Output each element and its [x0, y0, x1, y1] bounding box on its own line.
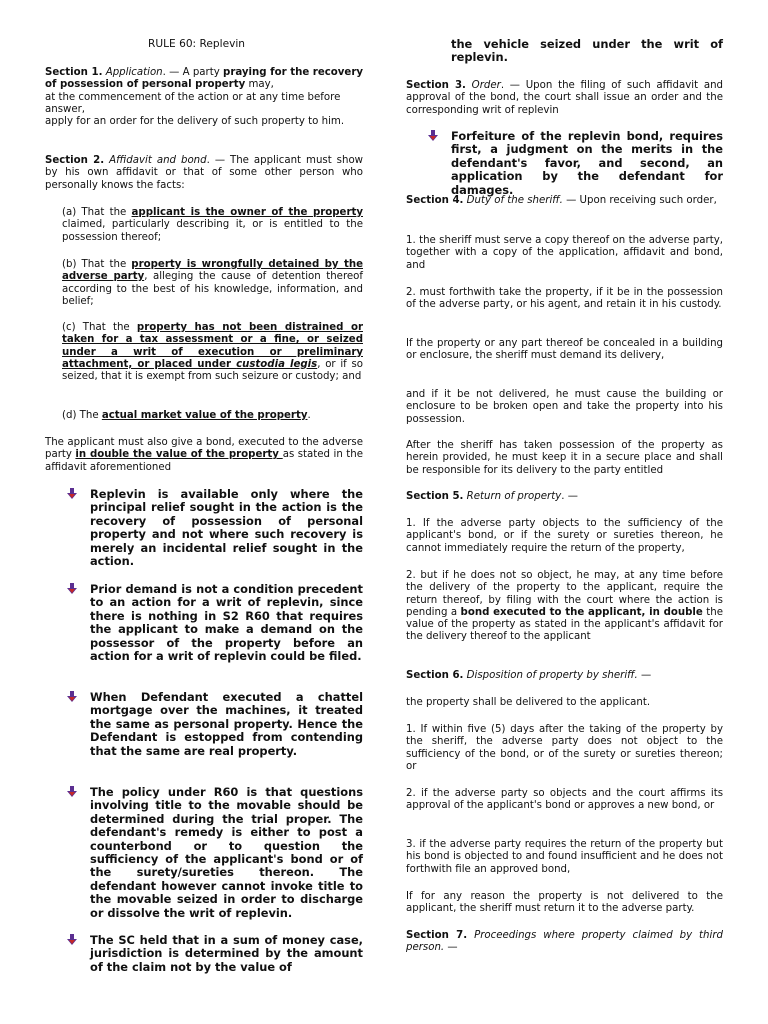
section-1-bold: praying for the recovery of possession of personal property [45, 67, 363, 91]
item-d-post: . [307, 410, 311, 421]
arrow-bullet-icon [428, 130, 439, 142]
item-d-underlined: actual market value of the property [101, 410, 308, 421]
section-4-name: Duty of the sheriff. [466, 195, 563, 206]
section-4-item-1: 1. the sheriff must serve a copy thereof on the adverse party, together with a copy of the application, affidavit and bond, and [406, 235, 723, 271]
section-6-not-delivered: If for any reason the property is not delivered to the applicant, the sheriff must return it to the adverse party. [406, 891, 723, 915]
section-6-item-2: 2. if the adverse party so objects and the court affirms its approval of the applicant's bond or approves a new bond, or [406, 788, 723, 812]
section-5-item-2 [406, 570, 723, 644]
item-a-pre: (a) That the [62, 207, 132, 218]
item-a-underlined: applicant is the owner of the property [131, 207, 363, 218]
section-5 [406, 491, 723, 503]
item-c-italic: custodia legis [236, 358, 318, 370]
section-1 [45, 67, 363, 128]
section-4-concealed: If the property or any part thereof be concealed in a building or enclosure, the sheriff must demand its delivery, [406, 338, 723, 362]
section-5-heading: Section 5. [406, 491, 464, 502]
item-b-post: , alleging the cause of detention thereof according to the best of his knowledge, information, and belief; [62, 271, 364, 307]
bullet-text: Forfeiture of the replevin bond, requires first, a judgment on the merits in the defendant's favor, and second, an application by the defendant for damages. [451, 129, 723, 197]
section-7-text: — [444, 942, 458, 954]
item-a-post: claimed, particularly describing it, or is entitled to the possession thereof; [62, 219, 363, 243]
bullet-forfeiture [406, 130, 723, 197]
item-b [62, 259, 363, 308]
item-b-pre: (b) That the [62, 259, 132, 270]
arrow-bullet-icon [67, 583, 78, 595]
section-2-name: Affidavit and bond [109, 155, 207, 166]
section-4-item-2: 2. must forthwith take the property, if it be in the possession of the adverse party, or his agent, and retain it in his custody. [406, 287, 723, 311]
section-6-name: Disposition of property by sheriff. [466, 670, 638, 681]
section-4-after: After the sheriff has taken possession of the property as herein provided, he must keep it in a secure place and shall be responsible for its delivery to the party entitled [406, 440, 723, 476]
section-6 [406, 670, 723, 682]
section-3-name: Order [471, 80, 501, 91]
section-6-item-1: 1. If within five (5) days after the taking of the property by the sheriff, the adverse party does not object to the sufficiency of the bond, or of the surety or sureties thereon; or [406, 724, 723, 772]
bullet-text: The policy under R60 is that questions involving title to the movable should be determined during the trial proper. The defendant's remedy is either to post a counterbond or to question the sufficiency of the applicant's bond or of the surety/sureties thereon. The defendant however cannot invoke title to the movable seized in order to discharge or dissolve the writ of replevin. [90, 785, 363, 920]
bullet-text: Prior demand is not a condition precedent to an action for a writ of replevin, since there is nothing in S2 R60 that requires the applicant to make a demand on the possessor of the property before an action for a writ of replevin could be filed. [90, 582, 363, 664]
section-6-text: — [637, 670, 652, 681]
section-2-text: . — The applicant must show by his own affidavit or that of some other person who personally knows the facts: [45, 155, 364, 191]
section-3-text: . — Upon the filing of such affidavit and approval of the bond, the court shall issue an order and the corresponding writ of replevin [406, 80, 723, 116]
section-5-name: Return of property [466, 491, 562, 502]
section-4-heading: Section 4. [406, 195, 464, 206]
section-6-heading: Section 6. [406, 670, 464, 681]
item-a [62, 207, 363, 244]
bond-underlined: in double the value of the property [75, 449, 283, 461]
bullet-text: When Defendant executed a chattel mortgage over the machines, it treated the same as personal property. Hence the Defendant is estopped from contending that the same are real property. [90, 690, 363, 758]
section-7-heading: Section 7. [406, 930, 468, 941]
section-1-text-2: may, [245, 79, 274, 91]
bullet-chattel-mortgage [45, 691, 363, 758]
section-5-item-2-bold: bond executed to the applicant, in double [460, 606, 703, 618]
section-6-intro: the property shall be delivered to the applicant. [406, 697, 651, 708]
arrow-bullet-icon [67, 786, 78, 798]
arrow-bullet-icon [67, 934, 78, 946]
item-c-post: , or if so seized, that it is exempt from such seizure or custody; and [62, 358, 364, 383]
section-1-heading: Section 1. [45, 67, 103, 78]
item-d-pre: (d) The [62, 410, 102, 421]
bond-pre: The applicant must also give a bond, executed to the adverse party [45, 437, 363, 461]
section-4 [406, 195, 723, 207]
item-c-pre: (c) That the [62, 322, 137, 333]
section-7-name: Proceedings where property claimed by third person. [406, 930, 723, 954]
section-7 [406, 930, 723, 955]
arrow-bullet-icon [67, 488, 78, 500]
bullet-policy-r60 [45, 786, 363, 920]
bond-paragraph [45, 437, 363, 474]
bullet-continued [406, 38, 723, 65]
bullet-text: Replevin is available only where the principal relief sought in the action is the recovery of possession of personal property and not where such recovery is merely an incidental relief sought in the action. [90, 487, 363, 569]
section-5-item-1: 1. If the adverse party objects to the sufficiency of the applicant's bond, or if the surety or sureties thereon, he cannot immediately require the return of the property, [406, 518, 723, 554]
bullet-text: the vehicle seized under the writ of replevin. [451, 37, 723, 65]
section-6-item-3: 3. if the adverse party requires the return of the property but his bond is objected to and found insufficient and he does not forthwith file an approved bond, [406, 839, 723, 875]
bullet-sc-held [45, 934, 363, 974]
page-title: RULE 60: Replevin [148, 38, 246, 50]
section-1-line-3: apply for an order for the delivery of such property to him. [45, 116, 345, 128]
section-3 [406, 80, 723, 117]
item-c-underlined: property has not been distrained or taken for a tax assessment or a fine, or seized under a writ of execution or preliminary attachment, or placed under [62, 322, 363, 370]
section-5-item-2-pre: 2. but if he does not so object, he may, at any time before the delivery of the property to the applicant, require the return thereof, by filing with the court where the action is pending a [406, 570, 723, 618]
section-5-text: . — [561, 491, 578, 502]
bullet-prior-demand [45, 583, 363, 663]
item-c [62, 322, 363, 383]
section-2 [45, 155, 363, 192]
section-4-text: — Upon receiving such order, [562, 195, 717, 206]
section-2-heading: Section 2. [45, 155, 105, 166]
section-1-name: Application [105, 67, 163, 78]
item-d [62, 410, 363, 422]
section-4-broken-open: and if it be not delivered, he must cause the building or enclosure to be broken open and take the property into his possession. [406, 389, 723, 425]
bullet-replevin-available [45, 488, 363, 568]
item-b-underlined: property is wrongfully detained by the adverse party [62, 259, 363, 283]
section-5-item-2-post: the value of the property as stated in the applicant's affidavit for the delivery thereof to the applicant [406, 606, 723, 643]
section-1-text: . — A party [162, 67, 224, 78]
arrow-bullet-icon [67, 691, 78, 703]
section-1-line-2: at the commencement of the action or at any time before answer, [45, 91, 341, 115]
bond-post: as stated in the affidavit aforementioned [45, 449, 363, 473]
bullet-text: The SC held that in a sum of money case, jurisdiction is determined by the amount of the claim not by the value of [90, 933, 363, 974]
section-3-heading: Section 3. [406, 80, 466, 91]
